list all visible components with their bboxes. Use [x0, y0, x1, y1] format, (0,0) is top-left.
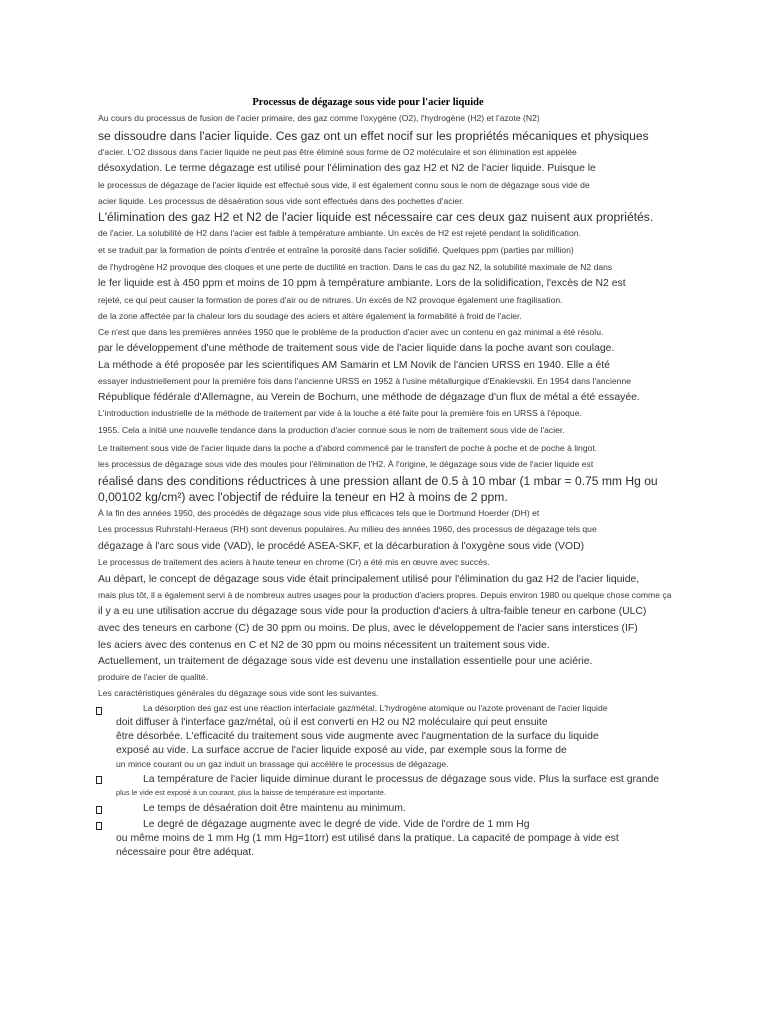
bullet-text-line: nécessaire pour être adéquat. [116, 847, 255, 858]
text-line: Le processus de traitement des aciers à haute teneur en chrome (Cr) a été mis en œuvre avec succès. [98, 557, 490, 567]
text-line: de l'hydrogène H2 provoque des cloques et une perte de ductilité en traction. Dans le cas du gaz N2, la solubilité maximale de N2 dans [98, 262, 613, 272]
text-line: les aciers avec des contenus en C et N2 de 30 ppm ou moins nécessitent un traitement sous vide. [98, 640, 550, 651]
text-line: réalisé dans des conditions réductrices à une pression allant de 0.5 à 10 mbar (1 mbar = 0.75 mm Hg ou [98, 474, 658, 488]
text-line: République fédérale d'Allemagne, au Verein de Bochum, une méthode de dégazage d'un flux de métal a été essayée. [98, 392, 640, 403]
text-line: d'acier. L'O2 dissous dans l'acier liquide ne peut pas être éliminé sous forme de O2 moléculaire et son élimination est appelée [98, 147, 577, 157]
text-line: L'élimination des gaz H2 et N2 de l'acier liquide est nécessaire car ces deux gaz nuisent aux propriétés. [98, 210, 654, 224]
text-line: Au cours du processus de fusion de l'acier primaire, des gaz comme l'oxygène (O2), l'hydrogène (H2) et l'azote (N2) [98, 113, 540, 123]
bullet-text-first: Le degré de dégazage augmente avec le degré de vide. Vide de l'ordre de 1 mm Hg [143, 819, 530, 830]
bullet-text-line: doit diffuser à l'interface gaz/métal, où il est converti en H2 ou N2 moléculaire qui peut ensuite [116, 717, 548, 728]
text-line: La méthode a été proposée par les scientifiques AM Samarin et LM Novik de l'ancien URSS en 1940. Elle a été [98, 360, 610, 371]
text-line: Ce n'est que dans les premières années 1950 que le problème de la production d'acier avec un contenu en gaz minimal a été résolu. [98, 327, 604, 337]
text-line: les processus de dégazage sous vide des moules pour l'élimination de l'H2. À l'origine, le dégazage sous vide de l'acier liquide est [98, 459, 594, 469]
text-line: le fer liquide est à 450 ppm et moins de 10 ppm à température ambiante. Lors de la solidification, l'excès de N2 est [98, 278, 626, 289]
text-line: avec des teneurs en carbone (C) de 30 ppm ou moins. De plus, avec le développement de l'acier sans interstices (IF) [98, 623, 638, 634]
bullet-text-first: La température de l'acier liquide diminue durant le processus de dégazage sous vide. Plus la surface est grande [143, 774, 660, 785]
text-line: de l'acier. La solubilité de H2 dans l'acier est faible à température ambiante. Un excès de H2 est rejeté pendant la solidification. [98, 228, 581, 238]
bullet-box-icon [96, 776, 102, 784]
text-line: de la zone affectée par la chaleur lors du soudage des aciers et altère également la formabilité à froid de l'acier. [98, 311, 522, 321]
text-line: rejeté, ce qui peut causer la formation de pores d'air ou de nitrures. Un excès de N2 provoque également une fragilisation. [98, 295, 563, 305]
text-line: acier liquide. Les processus de désaération sous vide sont effectués dans des pochettes d'acier. [98, 196, 464, 206]
text-line: mais plus tôt, il a également servi à de nombreux autres usages pour la production d'aciers propres. Depuis environ 1980 ou quelque chose comme ça [98, 590, 672, 600]
bullet-text-line: plus le vide est exposé à un courant, plus la baisse de température est importante. [116, 788, 386, 797]
text-line: et se traduit par la formation de points d'entrée et entraîne la porosité dans l'acier solidifié. Quelques ppm (parties par million) [98, 245, 574, 255]
bullet-box-icon [96, 806, 102, 814]
text-line: Les caractéristiques générales du dégazage sous vide sont les suivantes. [98, 688, 379, 698]
text-line: essayer industriellement pour la première fois dans l'ancienne URSS en 1952 à l'usine métallurgique d'Enakievskii. En 1954 dans l'ancienne [98, 376, 632, 386]
text-line: par le développement d'une méthode de traitement sous vide de l'acier liquide dans la poche avant son coulage. [98, 343, 615, 354]
text-line: Au départ, le concept de dégazage sous vide était principalement utilisé pour l'élimination du gaz H2 de l'acier liquide, [98, 574, 640, 585]
text-line: produire de l'acier de qualité. [98, 672, 209, 682]
text-line: Actuellement, un traitement de dégazage sous vide est devenu une installation essentielle pour une aciérie. [98, 656, 593, 667]
text-line: 0,00102 kg/cm²) avec l'objectif de réduire la teneur en H2 à moins de 2 ppm. [98, 490, 508, 504]
text-line: se dissoudre dans l'acier liquide. Ces gaz ont un effet nocif sur les propriétés mécaniques et physiques [98, 129, 649, 143]
bullet-box-icon [96, 822, 102, 830]
bullet-text-line: exposé au vide. La surface accrue de l'acier liquide exposé au vide, par exemple sous la forme de [116, 745, 567, 756]
bullet-text-line: un mince courant ou un gaz induit un brassage qui accélère le processus de dégazage. [116, 759, 449, 769]
bullet-text-first: Le temps de désaération doit être maintenu au minimum. [143, 803, 406, 814]
text-line: L'introduction industrielle de la méthode de traitement par vide à la louche a été faite pour la première fois en URSS à l'époque. [98, 408, 582, 418]
text-line: le processus de dégazage de l'acier liquide est effectué sous vide, il est également connu sous le nom de dégazage sous vide de [98, 180, 590, 190]
text-line: Le traitement sous vide de l'acier liquide dans la poche a d'abord commencé par le transfert de poche à poche et de poche à lingot. [98, 443, 598, 453]
bullet-box-icon [96, 707, 102, 715]
bullet-text-first: La désorption des gaz est une réaction interfaciale gaz/métal. L'hydrogène atomique ou l'azote provenant de l'acier liquide [143, 703, 608, 713]
text-line: 1955. Cela a initié une nouvelle tendance dans la production d'acier connue sous le nom de traitement sous vide de l'acier. [98, 425, 565, 435]
text-line: dégazage à l'arc sous vide (VAD), le procédé ASEA-SKF, et la décarburation à l'oxygène sous vide (VOD) [98, 541, 585, 552]
bullet-text-line: être désorbée. L'efficacité du traitement sous vide augmente avec l'augmentation de la surface du liquide [116, 731, 599, 742]
text-line: Les processus Ruhrstahl-Heraeus (RH) sont devenus populaires. Au milieu des années 1960, des processus de dégazage tels que [98, 524, 597, 534]
text-line: désoxydation. Le terme dégazage est utilisé pour l'élimination des gaz H2 et N2 de l'acier liquide. Puisque le [98, 163, 596, 174]
bullet-text-line: ou même moins de 1 mm Hg (1 mm Hg=1torr) est utilisé dans la pratique. La capacité de pompage à vide est [116, 833, 619, 844]
text-line: À la fin des années 1950, des procédés de dégazage sous vide plus efficaces tels que le Dortmund Hoerder (DH) et [98, 508, 540, 518]
document-title: Processus de dégazage sous vide pour l'acier liquide [252, 97, 484, 108]
text-line: il y a eu une utilisation accrue du dégazage sous vide pour la production d'aciers à ultra-faible teneur en carbone (ULC) [98, 606, 647, 617]
